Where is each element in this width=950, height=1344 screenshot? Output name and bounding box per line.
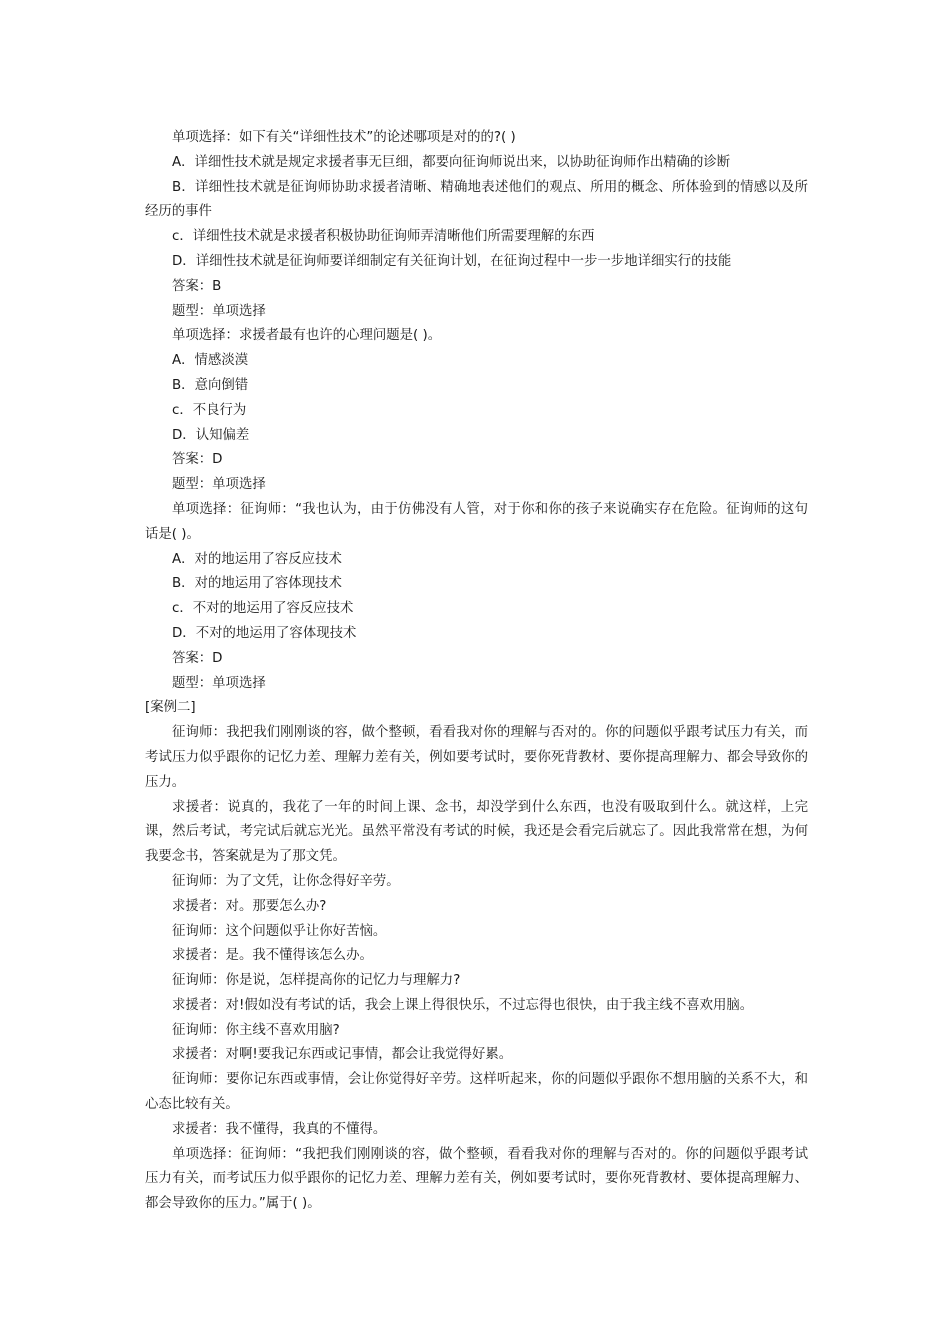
paragraph-q2-option-b: B．意向倒错 — [172, 377, 249, 393]
paragraph-q3-stem: 单项选择：征询师：“我也认为，由于仿佛没有人管，对于你和你的孩子来说确实存在危险。征询师的这句话是( )。 — [145, 501, 808, 542]
paragraph-q1-stem: 单项选择：如下有关“详细性技术”的论述哪项是对的的?( ) — [172, 130, 516, 145]
paragraph-q2-type: 题型：单项选择 — [172, 477, 266, 493]
dialogue-line: 求援者：对。那要怎么办? — [172, 898, 327, 914]
paragraph-q1-option-b: B．详细性技术就是征询师协助求援者清晰、精确地表述他们的观点、所用的概念、所体验到的情感以及所经历的事件 — [145, 179, 808, 220]
paragraph-q3-option-c: c．不对的地运用了容反应技术 — [172, 601, 354, 617]
paragraph-q1-type: 题型：单项选择 — [172, 303, 266, 319]
dialogue-line: 求援者：对啊!要我记东西或记事情，都会让我觉得好累。 — [172, 1047, 513, 1063]
section-heading-case-two: [案例二] — [145, 700, 196, 716]
document-page — [145, 126, 808, 1217]
paragraph-q1-option-a: A．详细性技术就是规定求援者事无巨细，都要向征询师说出来，以协助征询师作出精确的诊断 — [172, 154, 731, 170]
paragraph-q4-stem: 单项选择：征询师：“我把我们刚刚谈的容，做个整顿，看看我对你的理解与否对的。你的问题似乎跟考试压力有关，而考试压力似乎跟你的记忆力差、理解力差有关，例如要考试时，要你死背教材、要体提高理解力、都会导致你的压力。”属于( )。 — [145, 1146, 808, 1212]
paragraph-q3-option-d: D．不对的地运用了容体现技术 — [172, 625, 357, 641]
dialogue-line: 求援者：对!假如没有考试的话，我会上课上得很快乐，不过忘得也很快，由于我主线不喜欢用脑。 — [172, 997, 754, 1013]
paragraph-q1-answer: 答案：B — [172, 278, 222, 294]
paragraph-q3-answer: 答案：D — [172, 650, 223, 666]
dialogue-line: 征询师：你主线不喜欢用脑? — [172, 1022, 340, 1038]
paragraph-q3-option-b: B．对的地运用了容体现技术 — [172, 576, 342, 592]
paragraph-q2-stem: 单项选择：求援者最有也许的心理问题是( )。 — [172, 328, 442, 344]
dialogue-line: 征询师：要你记东西或事情，会让你觉得好辛劳。这样听起来，你的问题似乎跟你不想用脑的关系不大，和心态比较有关。 — [145, 1072, 808, 1113]
dialogue-line: 征询师：这个问题似乎让你好苦恼。 — [172, 923, 387, 939]
paragraph-q2-option-a: A．情感淡漠 — [172, 353, 249, 369]
dialogue-line: 征询师：为了文凭，让你念得好辛劳。 — [172, 873, 400, 889]
paragraph-q2-option-d: D．认知偏差 — [172, 427, 250, 443]
paragraph-q3-type: 题型：单项选择 — [172, 675, 266, 691]
dialogue-line: 求援者：是。我不懂得该怎么办。 — [172, 948, 373, 964]
paragraph-q1-option-c: c．详细性技术就是求援者积极协助征询师弄清晰他们所需要理解的东西 — [172, 229, 595, 245]
dialogue-line: 征询师：你是说，怎样提高你的记忆力与理解力? — [172, 973, 461, 989]
paragraph-q2-option-c: c．不良行为 — [172, 402, 247, 418]
dialogue-line: 求援者：我不懂得，我真的不懂得。 — [172, 1121, 387, 1137]
paragraph-q1-option-d: D．详细性技术就是征询师要详细制定有关征询计划，在征询过程中一步一步地详细实行的技能 — [172, 253, 732, 269]
dialogue-line: 征询师：我把我们刚刚谈的容，做个整顿，看看我对你的理解与否对的。你的问题似乎跟考试压力有关，而考试压力似乎跟你的记忆力差、理解力差有关，例如要考试时，要你死背教材、要你提高理解力、都会导致你的压力。 — [145, 725, 808, 790]
paragraph-q2-answer: 答案：D — [172, 452, 223, 468]
paragraph-q3-option-a: A．对的地运用了容反应技术 — [172, 551, 342, 567]
dialogue-line: 求援者：说真的，我花了一年的时间上课、念书，却没学到什么东西，也没有吸取到什么。就这样，上完课，然后考试，考完试后就忘光光。虽然平常没有考试的时候，我还是会看完后就忘了。因此我常常在想，为何我要念书，答案就是为了那文凭。 — [145, 799, 808, 865]
